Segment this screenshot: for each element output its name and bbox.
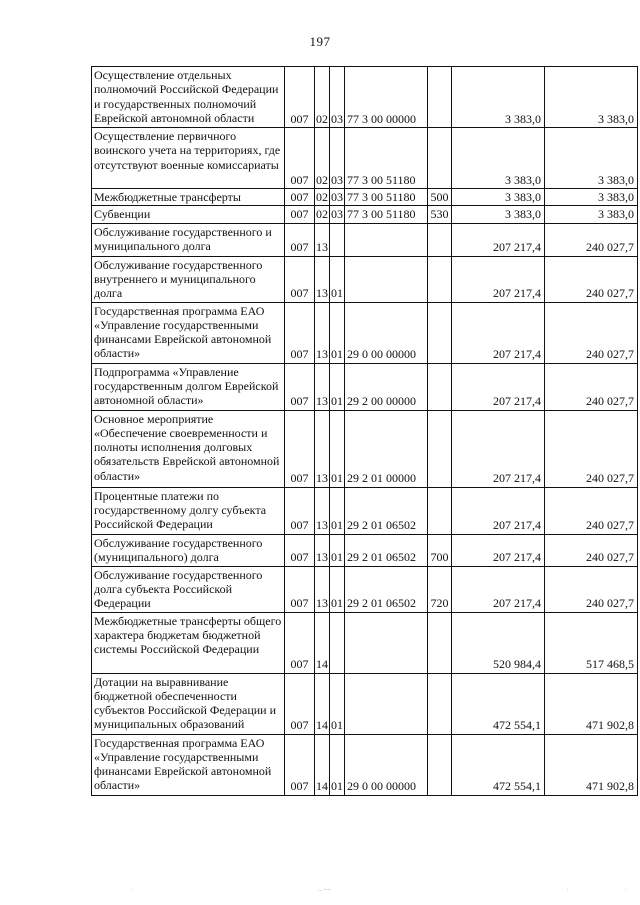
row-sum-2: 471 902,8 [545, 673, 638, 734]
row-name: Дотации на выравнивание бюджетной обеспеченности субъектов Российской Федерации и муниципальных образований [92, 673, 285, 734]
row-sum-1: 472 554,1 [452, 673, 545, 734]
table-row [92, 302, 638, 363]
row-section: 13 [315, 487, 330, 534]
row-section: 13 [315, 223, 330, 256]
row-sum-2: 240 027,7 [545, 223, 638, 256]
row-subsection: 01 [330, 734, 345, 795]
row-target-article [345, 673, 428, 734]
row-subsection [330, 612, 345, 673]
row-name: Обслуживание государственного и муниципального долга [92, 223, 285, 256]
row-expense-type [428, 363, 452, 410]
row-subsection: 01 [330, 363, 345, 410]
row-name: Межбюджетные трансферты общего характера бюджетам бюджетной системы Российской Федерации [92, 612, 285, 673]
row-sum-2: 471 902,8 [545, 734, 638, 795]
row-grbs: 007 [285, 612, 315, 673]
row-name: Обслуживание государственного внутреннего и муниципального долга [92, 256, 285, 302]
row-expense-type [428, 128, 452, 189]
table-row [92, 612, 638, 673]
row-target-article: 29 2 01 06502 [345, 487, 428, 534]
table-body [92, 67, 638, 796]
table-row [92, 128, 638, 189]
row-expense-type [428, 67, 452, 128]
row-section: 13 [315, 302, 330, 363]
row-name: Государственная программа ЕАО «Управление государственными финансами Еврейской автономной области» [92, 302, 285, 363]
table-row [92, 410, 638, 487]
row-sum-2: 240 027,7 [545, 534, 638, 566]
page-number: 197 [309, 34, 331, 49]
row-target-article: 77 3 00 51180 [345, 189, 428, 206]
row-name: Субвенции [92, 206, 285, 223]
row-sum-1: 3 383,0 [452, 67, 545, 128]
row-expense-type: 530 [428, 206, 452, 223]
row-subsection: 01 [330, 256, 345, 302]
row-section: 13 [315, 566, 330, 612]
row-section: 02 [316, 207, 328, 222]
row-grbs: 007 [285, 302, 315, 363]
row-subsection: 01 [330, 673, 345, 734]
row-grbs: 007 [285, 487, 315, 534]
table-row [92, 256, 638, 302]
row-expense-type: 500 [428, 189, 452, 206]
row-sum-2: 240 027,7 [545, 566, 638, 612]
row-subsection: 03 [330, 128, 345, 189]
row-target-article: 29 2 01 06502 [345, 534, 428, 566]
row-grbs: 007 [285, 223, 315, 256]
row-subsection [330, 223, 345, 256]
row-subsection: 01 [330, 302, 345, 363]
row-section: 13 [315, 256, 330, 302]
table-row [92, 223, 638, 256]
scan-mark: ‥ ····· [318, 887, 331, 893]
row-subsection: 03 [331, 190, 343, 204]
table-row [92, 206, 638, 223]
scan-mark: · [625, 887, 627, 893]
row-target-article [345, 612, 428, 673]
row-sum-1: 207 217,4 [452, 487, 545, 534]
row-sum-1: 207 217,4 [452, 566, 545, 612]
scan-mark: · [567, 887, 569, 893]
table-row [92, 189, 638, 206]
row-expense-type: 700 [428, 534, 452, 566]
row-section: 13 [315, 410, 330, 487]
row-grbs: 007 [285, 734, 315, 795]
row-sum-1: 207 217,4 [452, 534, 545, 566]
row-target-article: 77 3 00 51180 [345, 206, 428, 223]
table-row [92, 487, 638, 534]
row-section: 14 [315, 673, 330, 734]
table-row [92, 363, 638, 410]
row-sum-1: 3 383,0 [452, 206, 545, 223]
row-sum-1: 520 984,4 [452, 612, 545, 673]
row-target-article: 29 2 00 00000 [345, 363, 428, 410]
row-name: Осуществление отдельных полномочий Российской Федерации и государственных полномочий Еврейской автономной области [92, 67, 285, 128]
row-grbs: 007 [285, 67, 315, 128]
row-sum-2: 240 027,7 [545, 302, 638, 363]
row-target-article [345, 223, 428, 256]
row-sum-1: 207 217,4 [452, 256, 545, 302]
row-section: 02 [315, 67, 330, 128]
row-grbs: 007 [285, 410, 315, 487]
row-grbs: 007 [285, 566, 315, 612]
row-grbs: 007 [285, 256, 315, 302]
row-section: 02 [316, 190, 328, 204]
row-target-article: 29 2 01 06502 [345, 566, 428, 612]
row-sum-2: 517 468,5 [545, 612, 638, 673]
row-subsection: 01 [330, 487, 345, 534]
row-name: Подпрограмма «Управление государственным долгом Еврейской автономной области» [92, 363, 285, 410]
row-sum-1: 207 217,4 [452, 223, 545, 256]
row-grbs: 007 [285, 363, 315, 410]
row-subsection: 01 [330, 566, 345, 612]
row-target-article: 77 3 00 00000 [345, 67, 428, 128]
row-expense-type [428, 612, 452, 673]
row-sum-1: 207 217,4 [452, 363, 545, 410]
row-target-article: 77 3 00 51180 [345, 128, 428, 189]
row-expense-type [428, 673, 452, 734]
row-section: 02 [315, 128, 330, 189]
row-subsection: 03 [331, 207, 343, 222]
row-name: Основное мероприятие «Обеспечение своевременности и полноты исполнения долговых обязательств Еврейской автономной области» [92, 410, 285, 487]
row-sum-2: 240 027,7 [545, 256, 638, 302]
row-expense-type [428, 410, 452, 487]
scan-footer-marks [0, 887, 640, 893]
row-expense-type [428, 487, 452, 534]
row-sum-2: 3 383,0 [545, 189, 638, 206]
row-target-article: 29 2 01 00000 [345, 410, 428, 487]
row-name: Осуществление первичного воинского учета на территориях, где отсутствуют военные комиссариаты [92, 128, 285, 189]
row-name: Процентные платежи по государственному долгу субъекта Российской Федерации [92, 487, 285, 534]
row-sum-2: 3 383,0 [545, 67, 638, 128]
row-grbs: 007 [285, 206, 315, 223]
row-sum-2: 240 027,7 [545, 487, 638, 534]
row-grbs: 007 [285, 128, 315, 189]
row-name: Обслуживание государственного (муниципального) долга [92, 534, 285, 566]
table-row [92, 566, 638, 612]
budget-table [91, 66, 638, 796]
row-sum-2: 240 027,7 [545, 363, 638, 410]
row-sum-2: 3 383,0 [545, 128, 638, 189]
row-target-article: 29 0 00 00000 [345, 302, 428, 363]
row-subsection: 03 [330, 67, 345, 128]
row-expense-type [428, 223, 452, 256]
row-sum-1: 207 217,4 [452, 302, 545, 363]
table-row [92, 67, 638, 128]
row-expense-type [428, 734, 452, 795]
row-target-article [345, 256, 428, 302]
table-row [92, 673, 638, 734]
row-sum-1: 472 554,1 [452, 734, 545, 795]
row-name: Обслуживание государственного долга субъекта Российской Федерации [92, 566, 285, 612]
row-sum-1: 207 217,4 [452, 410, 545, 487]
row-section: 14 [315, 612, 330, 673]
row-grbs: 007 [285, 189, 315, 206]
row-sum-2: 240 027,7 [545, 410, 638, 487]
row-name: Государственная программа ЕАО «Управление государственными финансами Еврейской автономной области» [92, 734, 285, 795]
row-sum-2: 3 383,0 [545, 206, 638, 223]
row-subsection: 01 [330, 410, 345, 487]
row-sum-1: 3 383,0 [452, 128, 545, 189]
row-name: Межбюджетные трансферты [92, 189, 285, 206]
row-subsection: 01 [330, 534, 345, 566]
row-expense-type [428, 256, 452, 302]
row-section: 13 [315, 534, 330, 566]
row-expense-type: 720 [428, 566, 452, 612]
scan-mark: · [132, 887, 134, 893]
row-section: 14 [315, 734, 330, 795]
row-grbs: 007 [285, 673, 315, 734]
row-sum-1: 3 383,0 [452, 189, 545, 206]
row-section: 13 [315, 363, 330, 410]
row-grbs: 007 [285, 534, 315, 566]
table-row [92, 534, 638, 566]
table-row [92, 734, 638, 795]
row-target-article: 29 0 00 00000 [345, 734, 428, 795]
row-expense-type [428, 302, 452, 363]
